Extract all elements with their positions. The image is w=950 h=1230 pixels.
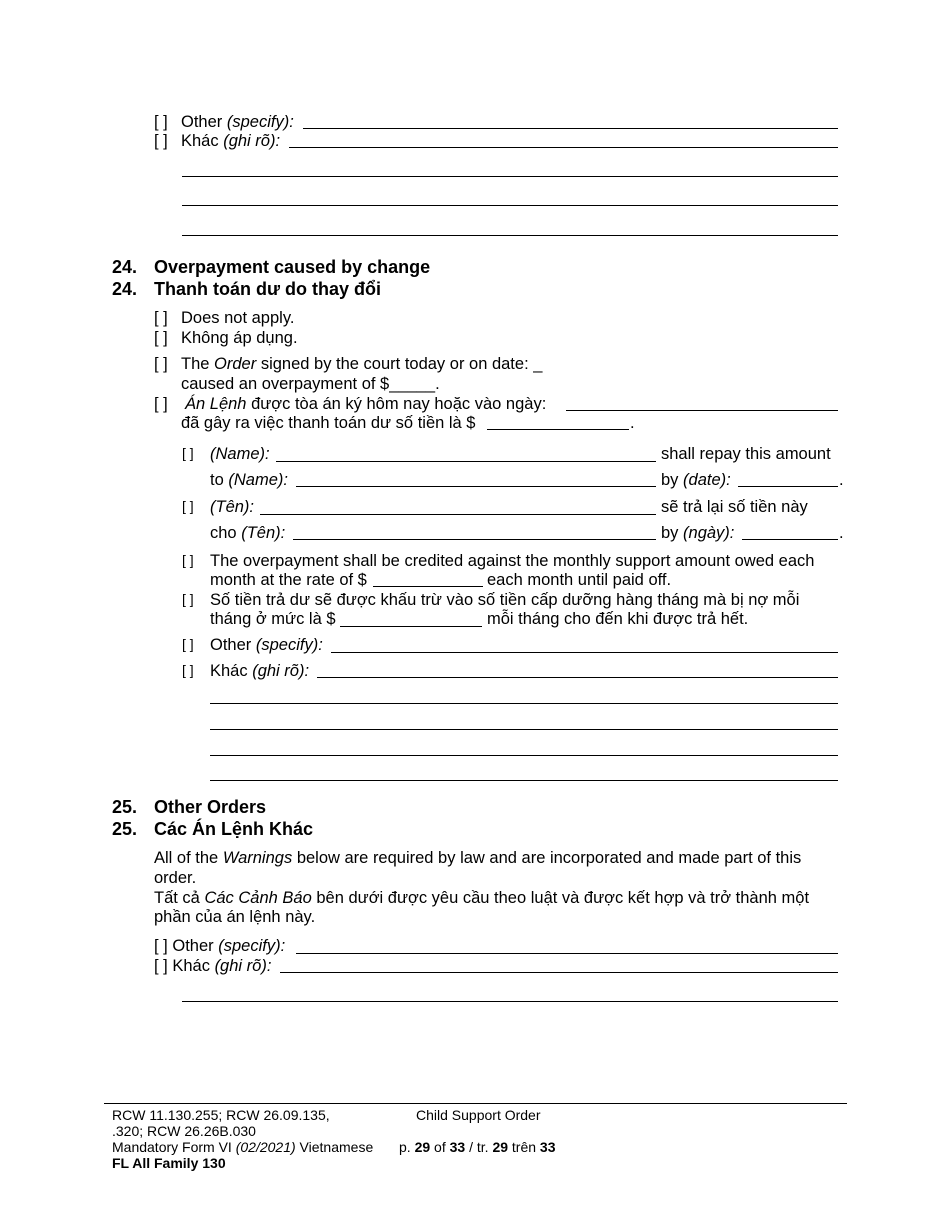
- an-lenh-text: Án Lệnh được tòa án ký hôm nay hoặc vào ngày:: [185, 395, 547, 413]
- to-name-field[interactable]: [296, 486, 656, 487]
- blank-line[interactable]: [182, 235, 838, 236]
- section-24-number-vi: 24.: [112, 279, 138, 299]
- credit-text-line2a: month at the rate of $: [210, 571, 367, 589]
- shall-repay-text: shall repay this amount: [661, 445, 831, 463]
- cho-ten-label: cho (Tên):: [210, 524, 286, 542]
- checkbox[interactable]: [ ]: [154, 937, 168, 955]
- does-not-apply-label: Does not apply.: [181, 309, 295, 327]
- vi-credit-line2a: tháng ở mức là $: [210, 610, 336, 628]
- other-specify-label: Other (specify):: [210, 636, 323, 654]
- section-25-title-en: Other Orders: [154, 797, 267, 817]
- period: .: [839, 524, 844, 542]
- vi-credit-line1: Số tiền trả dư sẽ được khấu trừ vào số tiền cấp dưỡng hàng tháng mà bị nợ mỗi: [210, 591, 800, 609]
- footer-rule: [104, 1103, 847, 1104]
- name-label: (Name):: [210, 445, 270, 463]
- checkbox[interactable]: [ ]: [154, 395, 168, 413]
- checkbox[interactable]: [ ]: [154, 355, 168, 373]
- ngay-field[interactable]: [742, 539, 838, 540]
- vi-rate-field[interactable]: [340, 626, 482, 627]
- name-field[interactable]: [276, 461, 656, 462]
- se-tra-text: sẽ trả lại số tiền này: [661, 498, 808, 516]
- vi-credit-line2b: mỗi tháng cho đến khi được trả hết.: [487, 610, 749, 628]
- by-date-label: by (date):: [661, 471, 731, 489]
- checkbox[interactable]: [ ]: [154, 309, 168, 327]
- footer-form-version: Mandatory Form VI (02/2021) Vietnamese: [112, 1139, 374, 1155]
- blank-line[interactable]: [210, 755, 838, 756]
- checkbox[interactable]: [ ]: [182, 552, 194, 568]
- amount-field[interactable]: [487, 429, 629, 430]
- warnings-paragraph-en-line1: All of the Warnings below are required by law and are incorporated and made part of this: [154, 849, 802, 867]
- other-specify-field[interactable]: [296, 953, 838, 954]
- footer-rcw-line2: .320; RCW 26.26B.030: [112, 1123, 256, 1139]
- period: .: [630, 414, 635, 432]
- checkbox[interactable]: [ ]: [182, 662, 194, 678]
- khac-ghi-ro-field[interactable]: [289, 147, 838, 148]
- warnings-paragraph-vi-line1: Tất cả Các Cảnh Báo bên dưới được yêu cầu theo luật và được kết hợp và trở thành một: [154, 889, 810, 907]
- section-25-number: 25.: [112, 797, 138, 817]
- section-25-title-vi: Các Án Lệnh Khác: [154, 819, 314, 839]
- order-signed-text: The Order signed by the court today or on date: _: [181, 355, 543, 373]
- caused-overpayment-text: caused an overpayment of $_____.: [181, 375, 440, 393]
- checkbox[interactable]: [ ]: [182, 445, 194, 461]
- date-field[interactable]: [738, 486, 838, 487]
- other-specify-label: Other (specify):: [181, 113, 294, 131]
- footer-rcw-line1: RCW 11.130.255; RCW 26.09.135,: [112, 1107, 330, 1123]
- checkbox[interactable]: [ ]: [154, 132, 168, 150]
- other-specify-field[interactable]: [303, 128, 838, 129]
- footer-form-id: FL All Family 130: [112, 1155, 226, 1171]
- footer-doc-title: Child Support Order: [416, 1107, 541, 1123]
- checkbox[interactable]: [ ]: [182, 636, 194, 652]
- section-24-number: 24.: [112, 257, 138, 277]
- khac-ghi-ro-label: [ ] Khác (ghi rõ):: [154, 957, 272, 975]
- blank-line[interactable]: [182, 205, 838, 206]
- khac-ghi-ro-field[interactable]: [317, 677, 838, 678]
- blank-line[interactable]: [182, 176, 838, 177]
- to-name-label: to (Name):: [210, 471, 288, 489]
- section-24-title-en: Overpayment caused by change: [154, 257, 431, 277]
- khac-ghi-ro-field[interactable]: [280, 972, 838, 973]
- khac-ghi-ro-label: Khác (ghi rõ):: [181, 132, 281, 150]
- checkbox[interactable]: [ ]: [182, 591, 194, 607]
- khong-ap-dung-label: Không áp dụng.: [181, 329, 298, 347]
- checkbox[interactable]: [ ]: [154, 957, 168, 975]
- footer-page-number: p. 29 of 33 / tr. 29 trên 33: [399, 1139, 556, 1155]
- khac-ghi-ro-label: Khác (ghi rõ):: [210, 662, 310, 680]
- ten-field[interactable]: [260, 514, 656, 515]
- warnings-paragraph-en-line2: order.: [154, 869, 197, 887]
- other-specify-field[interactable]: [331, 652, 838, 653]
- other-specify-label: [ ] Other (specify):: [154, 937, 286, 955]
- rate-field[interactable]: [373, 586, 483, 587]
- cho-ten-field[interactable]: [293, 539, 656, 540]
- credit-text-line2b: each month until paid off.: [487, 571, 672, 589]
- section-25-number-vi: 25.: [112, 819, 138, 839]
- blank-line[interactable]: [210, 703, 838, 704]
- section-24-title-vi: Thanh toán dư do thay đổi: [154, 279, 382, 299]
- blank-line[interactable]: [210, 729, 838, 730]
- checkbox[interactable]: [ ]: [154, 329, 168, 347]
- ten-label: (Tên):: [210, 498, 255, 516]
- blank-line[interactable]: [210, 780, 838, 781]
- warnings-paragraph-vi-line2: phần của án lệnh này.: [154, 908, 316, 926]
- checkbox[interactable]: [ ]: [182, 498, 194, 514]
- period: .: [839, 471, 844, 489]
- blank-line[interactable]: [182, 1001, 838, 1002]
- by-ngay-label: by (ngày):: [661, 524, 735, 542]
- date-field[interactable]: [566, 410, 838, 411]
- da-gay-ra-text: đã gây ra việc thanh toán dư số tiền là $: [181, 414, 476, 432]
- checkbox[interactable]: [ ]: [154, 113, 168, 131]
- credit-text-line1: The overpayment shall be credited against the monthly support amount owed each: [210, 552, 815, 570]
